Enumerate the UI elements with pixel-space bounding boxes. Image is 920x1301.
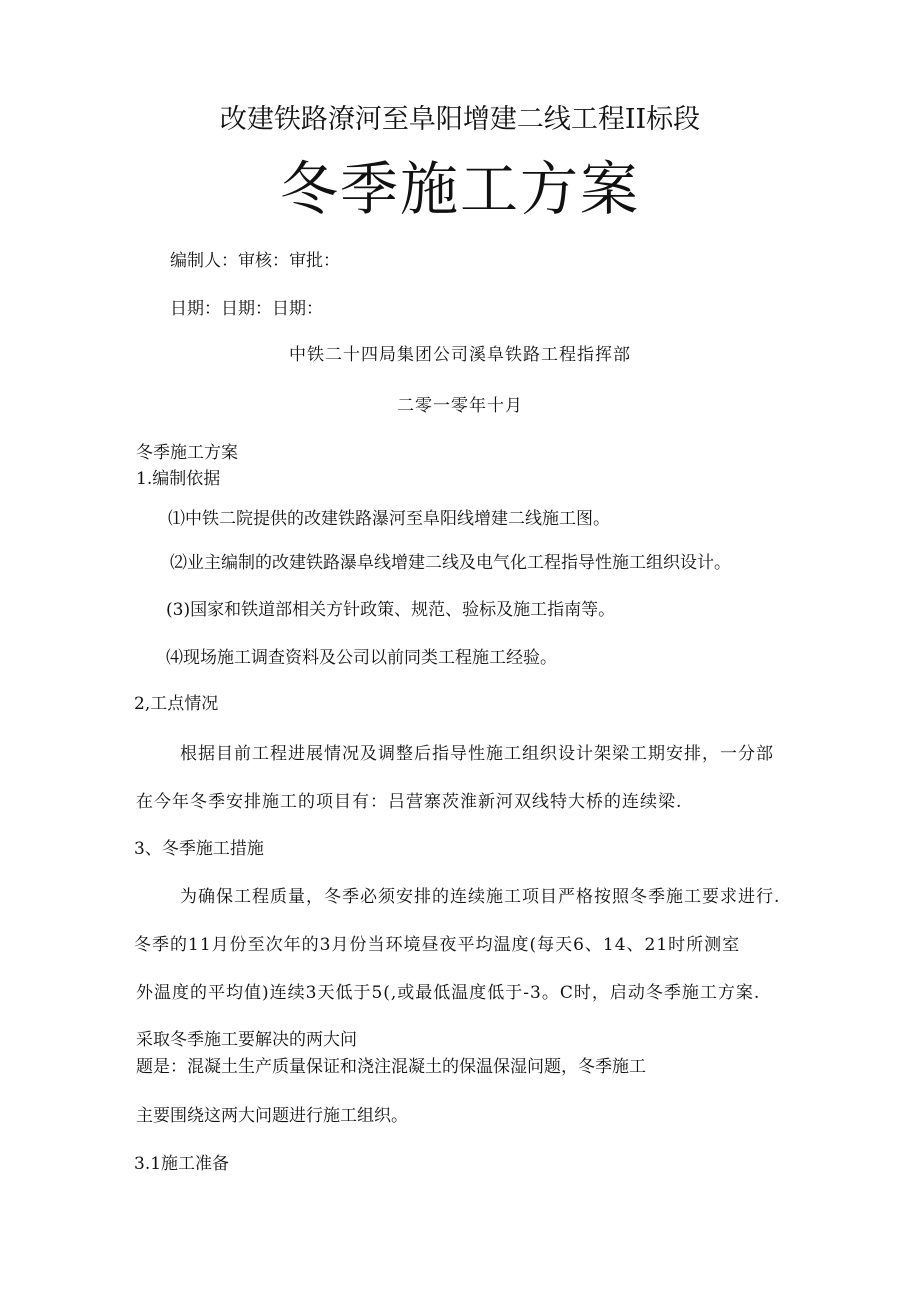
section-1-item-3: (3)国家和铁道部相关方针政策、规范、验标及施工指南等。: [166, 600, 616, 620]
section-1-item-2: ⑵业主编制的改建铁路瀑阜线增建二线及电气化工程指导性施工组织设计。: [170, 553, 731, 573]
section-3-paragraph-line-4: 采取冬季施工要解决的两大问: [136, 1030, 357, 1050]
section-2-paragraph-line-2: 在今年冬季安排施工的项目有：吕营寨茨淮新河双线特大桥的连续梁.: [136, 792, 683, 812]
issue-date: 二零一零年十月: [397, 396, 523, 416]
running-title: 冬季施工方案: [136, 443, 238, 463]
section-3-paragraph-line-1: 为确保工程质量，冬季必须安排的连续施工项目严格按照冬季施工要求进行.: [180, 887, 781, 907]
section-3-heading: 3、冬季施工措施: [134, 839, 264, 859]
document-title: 冬季施工方案: [279, 155, 640, 223]
project-title: 改建铁路潦河至阜阳增建二线工程II标段: [219, 104, 701, 135]
section-1-heading: 1.编制依据: [136, 469, 221, 489]
organization-name: 中铁二十四局集团公司溪阜铁路工程指挥部: [289, 345, 631, 365]
section-3-paragraph-line-2: 冬季的11月份至次年的3月份当环境昼夜平均温度(每天6、14、21时所测室: [134, 935, 741, 955]
section-2-paragraph-line-1: 根据目前工程进展情况及调整后指导性施工组织设计架梁工期安排，一分部: [180, 744, 774, 764]
section-1-item-4: ⑷现场施工调查资料及公司以前同类工程施工经验。: [166, 648, 557, 668]
section-1-item-1: ⑴中铁二院提供的改建铁路瀑河至阜阳线增建二线施工图。: [168, 509, 610, 529]
section-3-paragraph-line-3: 外温度的平均值)连续3天低于5(,或最低温度低于-3。C时，启动冬季施工方案.: [136, 983, 761, 1003]
signature-line: 编制人：审核：审批：: [170, 251, 340, 271]
section-3-1-heading: 3.1施工准备: [134, 1154, 230, 1174]
date-line: 日期：日期：日期：: [170, 299, 323, 319]
section-2-heading: 2,工点情况: [134, 694, 219, 714]
section-3-paragraph-line-6: 主要围绕这两大问题进行施工组织。: [136, 1106, 408, 1126]
section-3-paragraph-line-5: 题是：混凝土生产质量保证和浇注混凝土的保温保湿问题，冬季施工: [136, 1057, 646, 1077]
